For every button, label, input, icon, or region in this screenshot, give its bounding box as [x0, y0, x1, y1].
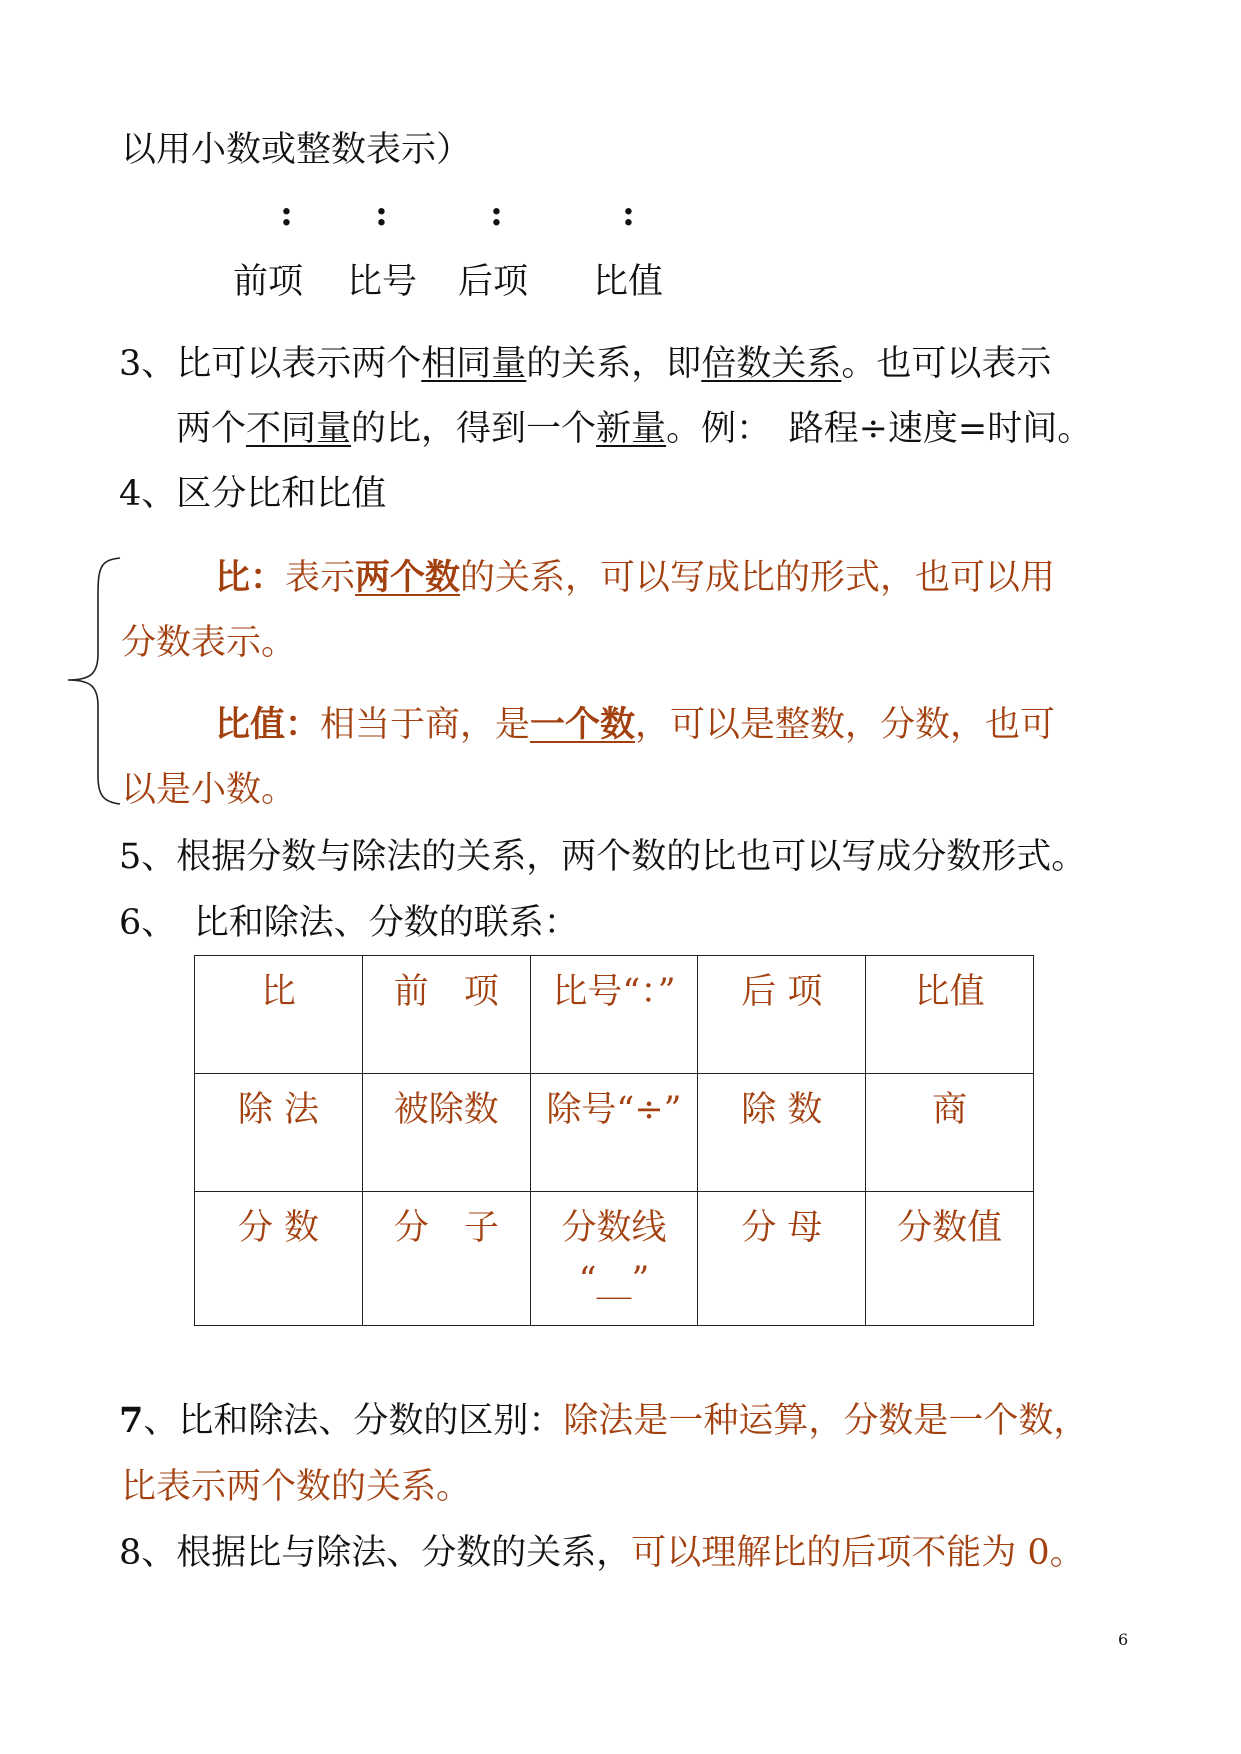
item-4: 4、区分比和比值 — [119, 474, 387, 514]
label-ratio-sign: 比号 — [347, 262, 418, 302]
item-3-line2: 两个不同量的比，得到一个新量。例： 路程÷速度=时间。 — [176, 409, 1093, 449]
text-line: 以用小数或整数表示） — [121, 130, 472, 170]
table-cell: 比值 — [866, 956, 1034, 1074]
table-cell: 比 — [195, 956, 363, 1074]
page-number: 6 — [1118, 1630, 1129, 1649]
table-row — [195, 1192, 1034, 1326]
table-cell: 比号“：” — [530, 956, 698, 1074]
colon: : — [490, 193, 503, 234]
relation-table — [194, 955, 1034, 1326]
item-3-line1: 3、比可以表示两个相同量的关系，即倍数关系。也可以表示 — [119, 344, 1052, 384]
table-cell: 分数值 — [866, 1192, 1034, 1326]
table-cell: 商 — [866, 1074, 1034, 1192]
table-cell: 分数线 “__” — [530, 1192, 698, 1326]
item-7-line1: 7、比和除法、分数的区别：除法是一种运算，分数是一个数， — [119, 1400, 1089, 1441]
table-cell: 被除数 — [362, 1074, 530, 1192]
label-antecedent: 前项 — [233, 262, 304, 302]
label-ratio-value: 比值 — [593, 262, 664, 302]
item-5: 5、根据分数与除法的关系，两个数的比也可以写成分数形式。 — [119, 837, 1087, 877]
table-cell: 除 数 — [698, 1074, 866, 1192]
table-row — [195, 1074, 1034, 1192]
label-consequent: 后项 — [458, 262, 529, 302]
table-row — [195, 956, 1034, 1074]
table-cell: 除号“÷” — [530, 1074, 698, 1192]
ratio-value-definition: 比值：相当于商，是一个数，可以是整数，分数，也可 — [215, 704, 1056, 745]
ratio-definition-cont: 分数表示。 — [121, 623, 297, 663]
table-cell: 分 数 — [195, 1192, 363, 1326]
curly-brace-icon — [64, 556, 124, 806]
colon: : — [280, 193, 293, 234]
ratio-value-definition-cont: 以是小数。 — [121, 770, 297, 810]
ratio-definition: 比：表示两个数的关系，可以写成比的形式，也可以用 — [215, 557, 1056, 598]
table-cell: 除 法 — [195, 1074, 363, 1192]
table-cell: 分 母 — [698, 1192, 866, 1326]
item-6: 6、 比和除法、分数的联系： — [119, 903, 579, 943]
table-cell: 后 项 — [698, 956, 866, 1074]
colon: : — [375, 193, 388, 234]
table-cell: 前 项 — [362, 956, 530, 1074]
colon: : — [622, 193, 635, 234]
item-8: 8、根据比与除法、分数的关系，可以理解比的后项不能为 0。 — [119, 1533, 1085, 1573]
item-7-line2: 比表示两个数的关系。 — [121, 1467, 472, 1507]
table-cell: 分 子 — [362, 1192, 530, 1326]
